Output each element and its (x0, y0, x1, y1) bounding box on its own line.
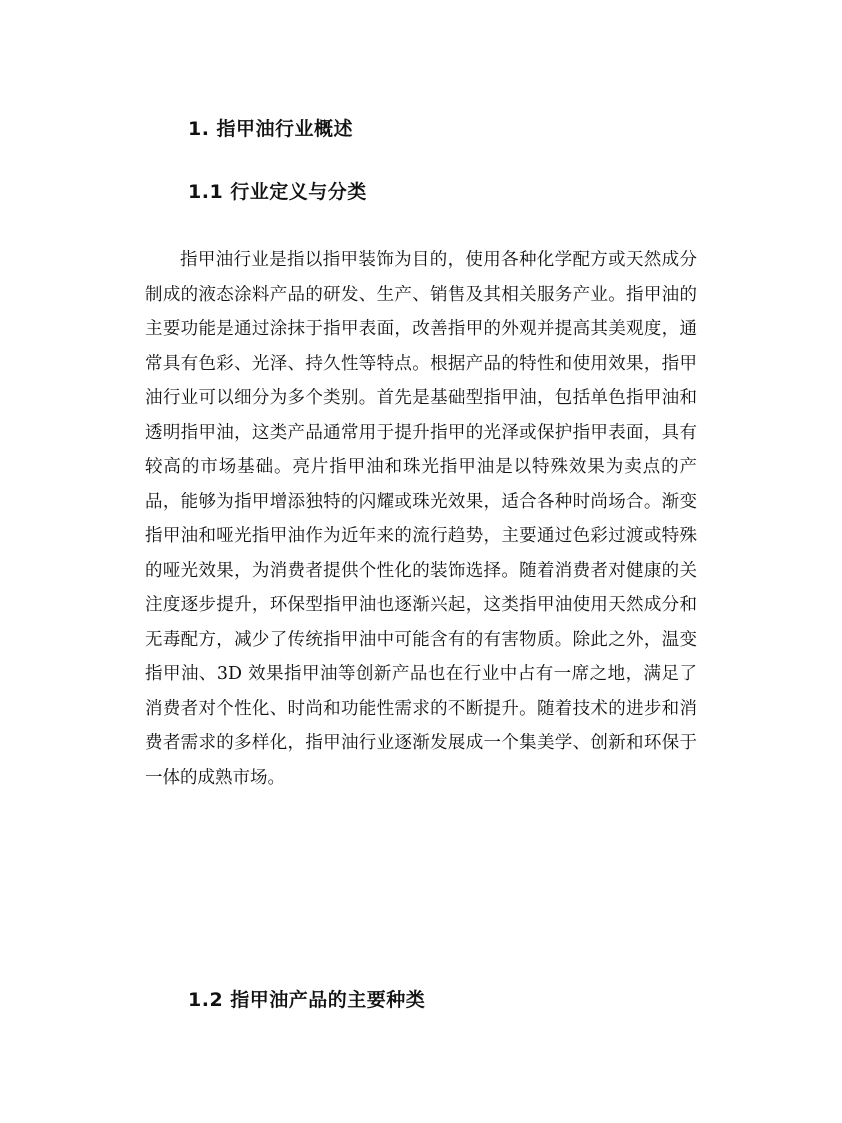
section-heading-1-1: 1.1 行业定义与分类 (188, 181, 367, 203)
section-heading-1: 1. 指甲油行业概述 (188, 118, 354, 140)
body-paragraph: 指甲油行业是指以指甲装饰为目的，使用各种化学配方或天然成分制成的液态涂料产品的研发、生产、销售及其相关服务产业。指甲油的主要功能是通过涂抹于指甲表面，改善指甲的外观并提高其美观度，通常具有色彩、光泽、持久性等特点。根据产品的特性和使用效果，指甲油行业可以细分为多个类别。首先是基础型指甲油，包括单色指甲油和透明指甲油，这类产品通常用于提升指甲的光泽或保护指甲表面，具有较高的市场基础。亮片指甲油和珠光指甲油是以特殊效果为卖点的产品，能够为指甲增添独特的闪耀或珠光效果，适合各种时尚场合。渐变指甲油和哑光指甲油作为近年来的流行趋势，主要通过色彩过渡或特殊的哑光效果，为消费者提供个性化的装饰选择。随着消费者对健康的关注度逐步提升，环保型指甲油也逐渐兴起，这类指甲油使用天然成分和无毒配方，减少了传统指甲油中可能含有的有害物质。除此之外，温变指甲油、3D 效果指甲油等创新产品也在行业中占有一席之地，满足了消费者对个性化、时尚和功能性需求的不断提升。随着技术的进步和消费者需求的多样化，指甲油行业逐渐发展成一个集美学、创新和环保于一体的成熟市场。 (145, 250, 697, 788)
section-heading-1-2: 1.2 指甲油产品的主要种类 (188, 989, 426, 1011)
